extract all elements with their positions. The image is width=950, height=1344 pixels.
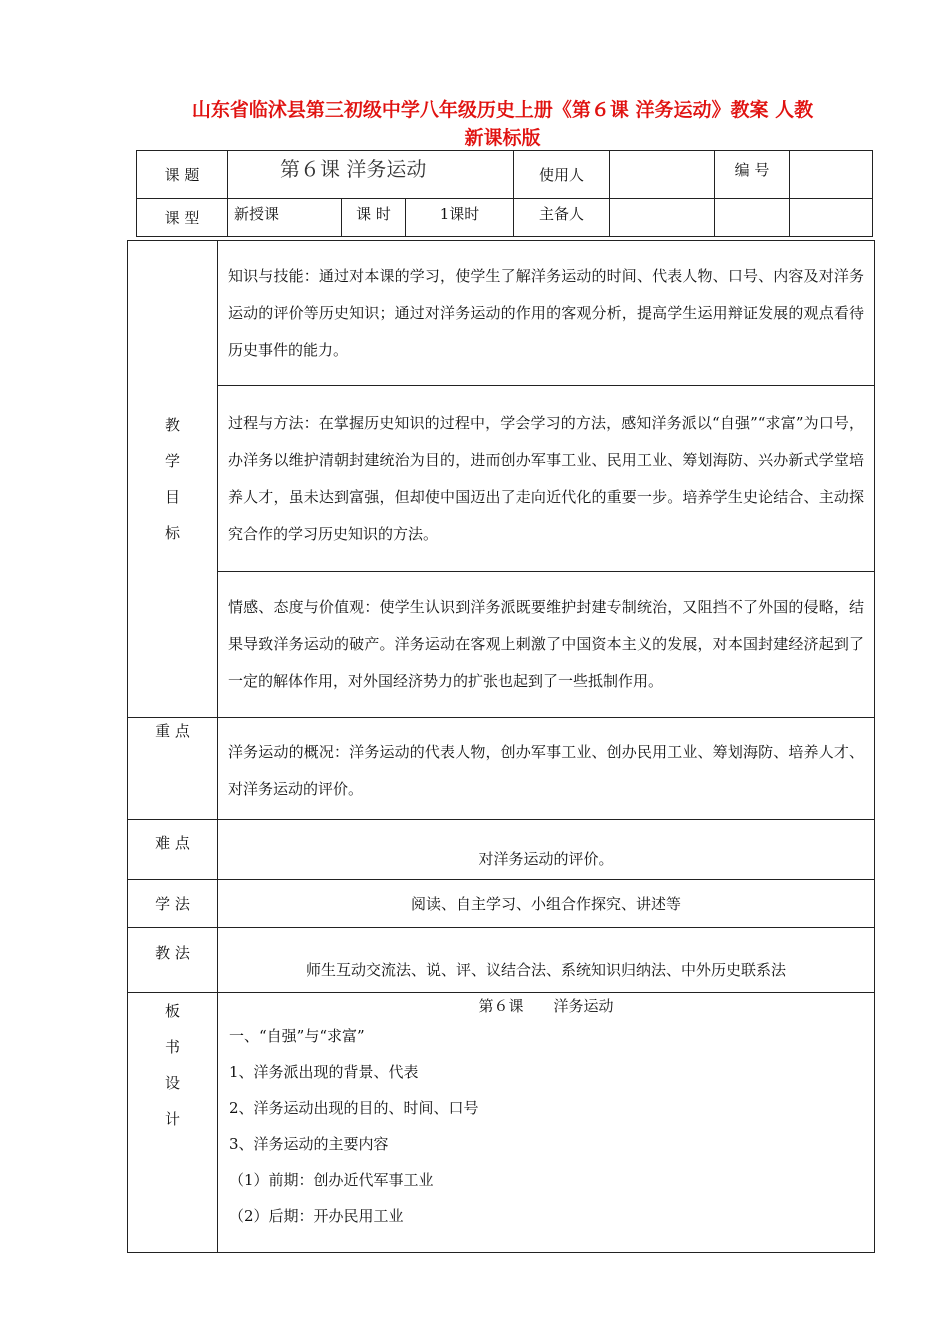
user-label: 使用人 bbox=[514, 151, 610, 199]
topic-value-text: 第６课 洋务运动 bbox=[280, 157, 427, 181]
board-label-char-2: 书 bbox=[164, 1038, 180, 1056]
board-line-3: 2、洋务运动出现的目的、时间、口号 bbox=[229, 1099, 479, 1117]
blank-cell-1 bbox=[715, 199, 790, 237]
preparer-value bbox=[610, 199, 715, 237]
board-content bbox=[218, 993, 875, 1253]
title-line-2: 新课标版 bbox=[464, 127, 541, 149]
key-point-label: 重 点 bbox=[128, 718, 218, 820]
objective-process: 过程与方法：在掌握历史知识的过程中，学会学习的方法，感知洋务派以“自强”“求富”为口号，办洋务以维护清朝封建统治为目的，进而创办军事工业、民用工业、筹划海防、兴办新式学堂培养人才，虽未达到富强，但却使中国迈出了走向近代化的重要一步。培养学生史论结合、主动探究合作的学习历史知识的方法。 bbox=[218, 386, 875, 572]
main-table bbox=[127, 240, 875, 1253]
teaching-method-text: 师生互动交流法、说、评、议结合法、系统知识归纳法、中外历史联系法 bbox=[218, 928, 875, 993]
hours-label: 课 时 bbox=[342, 199, 406, 237]
user-value bbox=[610, 151, 715, 199]
board-line-2: 1、洋务派出现的背景、代表 bbox=[229, 1063, 419, 1081]
document-title bbox=[130, 96, 875, 152]
key-point-text: 洋务运动的概况：洋务运动的代表人物，创办军事工业、创办民用工业、筹划海防、培养人才、对洋务运动的评价。 bbox=[218, 718, 875, 820]
type-label: 课 型 bbox=[137, 199, 228, 237]
objectives-label bbox=[128, 241, 218, 718]
topic-label: 课 题 bbox=[137, 151, 228, 199]
board-label-char-4: 计 bbox=[164, 1110, 180, 1128]
study-method-label: 学 法 bbox=[128, 880, 218, 928]
board-line-4: 3、洋务运动的主要内容 bbox=[229, 1135, 389, 1153]
title-line-1: 山东省临沭县第三初级中学八年级历史上册《第６课 洋务运动》教案 人教 bbox=[191, 99, 814, 121]
topic-value bbox=[228, 151, 514, 199]
objective-knowledge: 知识与技能：通过对本课的学习，使学生了解洋务运动的时间、代表人物、口号、内容及对洋务运动的评价等历史知识；通过对洋务运动的作用的客观分析，提高学生运用辩证发展的观点看待历史事件的能力。 bbox=[218, 241, 875, 386]
type-value: 新授课 bbox=[228, 199, 342, 237]
teaching-method-label: 教 法 bbox=[128, 928, 218, 993]
board-line-5: （1）前期：创办近代军事工业 bbox=[229, 1171, 434, 1189]
board-label bbox=[128, 993, 218, 1253]
preparer-label: 主备人 bbox=[514, 199, 610, 237]
objectives-label-char-4: 标 bbox=[164, 524, 180, 542]
blank-cell-2 bbox=[790, 199, 873, 237]
difficulty-label: 难 点 bbox=[128, 820, 218, 880]
objectives-label-char-2: 学 bbox=[164, 452, 180, 470]
number-label: 编 号 bbox=[715, 151, 790, 199]
board-heading: 第６课 洋务运动 bbox=[478, 997, 614, 1015]
objective-attitude: 情感、态度与价值观：使学生认识到洋务派既要维护封建专制统治，又阻挡不了外国的侵略，结果导致洋务运动的破产。洋务运动在客观上刺激了中国资本主义的发展，对本国封建经济起到了一定的解体作用，对外国经济势力的扩张也起到了一些抵制作用。 bbox=[218, 572, 875, 718]
number-value bbox=[790, 151, 873, 199]
hours-value: 1课时 bbox=[406, 199, 514, 237]
study-method-text: 阅读、自主学习、小组合作探究、讲述等 bbox=[218, 880, 875, 928]
board-label-char-3: 设 bbox=[164, 1074, 180, 1092]
board-line-1: 一、“自强”与“求富” bbox=[229, 1027, 365, 1045]
difficulty-text: 对洋务运动的评价。 bbox=[218, 820, 875, 880]
board-label-char-1: 板 bbox=[164, 1002, 180, 1020]
objectives-label-char-3: 目 bbox=[164, 488, 180, 506]
header-table bbox=[136, 150, 873, 237]
objectives-label-char-1: 教 bbox=[164, 416, 180, 434]
board-line-6: （2）后期：开办民用工业 bbox=[229, 1207, 404, 1225]
